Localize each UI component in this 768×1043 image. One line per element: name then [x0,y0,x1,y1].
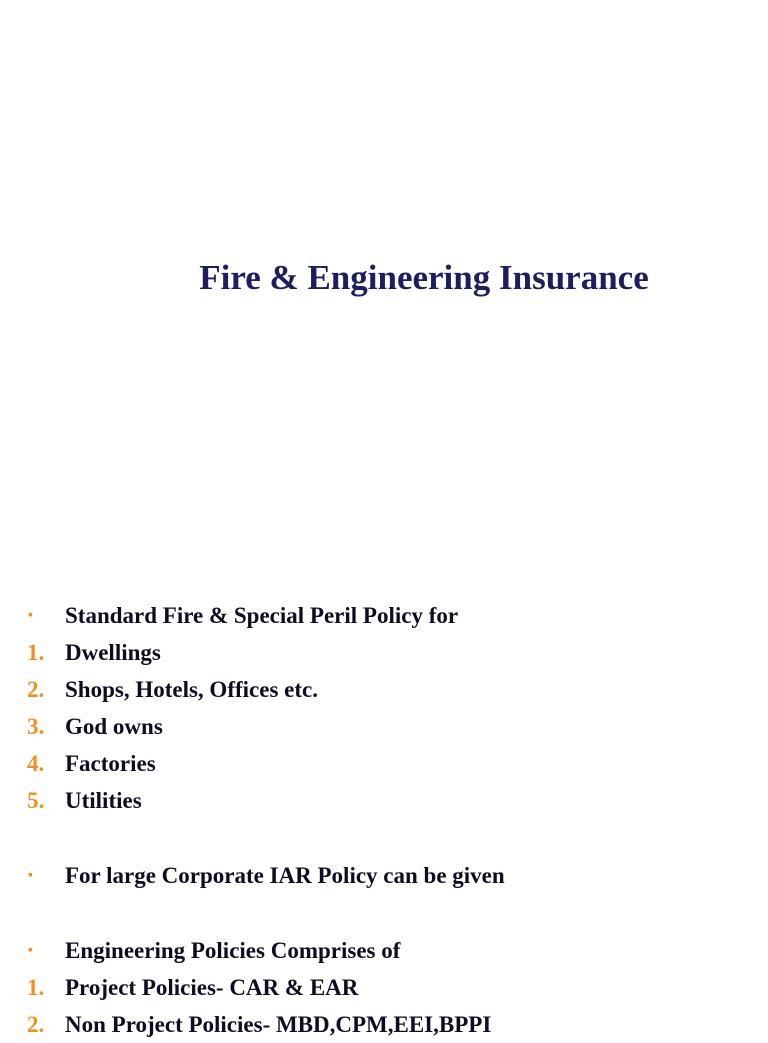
list-number: 2. [27,1012,45,1037]
spacer [0,819,768,857]
bullet-icon: ▪ [28,943,33,958]
list-number: 3. [27,714,45,739]
list-item-text: Project Policies- CAR & EAR [65,975,359,1000]
list-number: 1. [27,975,45,1000]
list-item-text: Shops, Hotels, Offices etc. [65,677,318,702]
engineering-heading: Engineering Policies Comprises of [65,938,401,963]
list-item-text: Dwellings [65,640,161,665]
iar-heading: For large Corporate IAR Policy can be given [65,863,505,888]
slide-title: Fire & Engineering Insurance [199,258,649,297]
bullet-item [0,932,768,969]
list-item [0,634,768,671]
bullet-icon: ▪ [28,608,33,623]
list-number: 1. [27,640,45,665]
list-item-text: Non Project Policies- MBD,CPM,EEI,BPPI [65,1012,492,1037]
slide-content [0,597,768,1043]
list-item-text: Utilities [65,788,142,813]
list-item [0,1006,768,1043]
bullet-item [0,597,768,634]
list-number: 5. [27,788,45,813]
list-item [0,671,768,708]
list-item [0,969,768,1006]
list-item-text: Factories [65,751,156,776]
list-item [0,782,768,819]
bullet-icon: ▪ [28,868,33,883]
spacer [0,894,768,932]
list-item [0,708,768,745]
list-item [0,745,768,782]
bullet-item [0,857,768,894]
fire-heading: Standard Fire & Special Peril Policy for [65,603,459,628]
list-item-text: God owns [65,714,163,739]
list-number: 4. [27,751,45,776]
list-number: 2. [27,677,45,702]
